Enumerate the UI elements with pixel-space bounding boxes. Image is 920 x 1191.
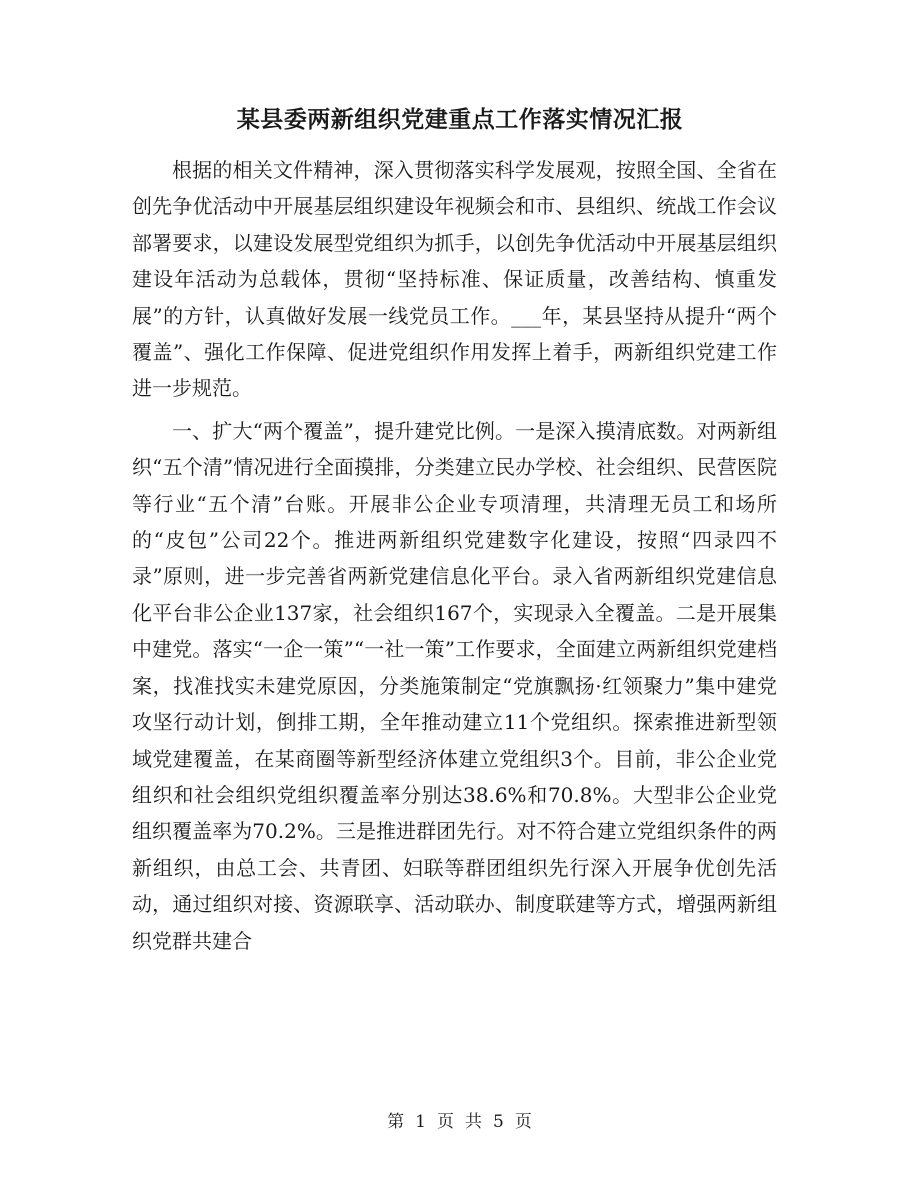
paragraph-intro: 根据的相关文件精神，深入贯彻落实科学发展观，按照全国、全省在创先争优活动中开展基层组织建设年视频会和市、县组织、统战工作会议部署要求，以建设发展型党组织为抓手，以创先争优活动中开展基层组织建设年活动为总载体，贯彻“坚持标准、保证质量，改善结构、慎重发展”的方针，认真做好发展一线党员工作。___年，某县坚持从提升“两个覆盖”、强化工作保障、促进党组织作用发挥上着手，两新组织党建工作进一步规范。 bbox=[132, 158, 777, 401]
page-prefix: 第 bbox=[387, 1112, 406, 1132]
total-prefix: 共 bbox=[465, 1112, 483, 1132]
document-title: 某县委两新组织党建重点工作落实情况汇报 bbox=[236, 106, 684, 133]
paragraph-section-one: 一、扩大“两个覆盖”，提升建党比例。一是深入摸清底数。对两新组织“五个清”情况进行全面摸排，分类建立民办学校、社会组织、民营医院等行业“五个清”台账。开展非公企业专项清理，共清理无员工和场所的“皮包”公司22个。推进两新组织党建数字化建设，按照“四录四不录”原则，进一步完善省两新党建信息化平台。录入省两新组织党建信息化平台非公企业137家，社会组织167个，实现录入全覆盖。二是开展集中建党。落实“一企一策”“一社一策”工作要求，全面建立两新组织党建档案，找准找实未建党原因，分类施策制定“党旗飘扬·红领聚力”集中建党攻坚行动计划，倒排工期，全年推动建立11个党组织。探索推进新型领域党建覆盖，在某商圈等新型经济体建立党组织3个。目前，非公企业党组织和社会组织党组织覆盖率分别达38.6%和70.8%。大型非公企业党组织覆盖率为70.2%。三是推进群团先行。对不符合建立党组织条件的两新组织，由总工会、共青团、妇联等群团组织先行深入开展争优创先活动，通过组织对接、资源联享、活动联办、制度联建等方式，增强两新组织党群共建合 bbox=[132, 418, 777, 953]
total-pages: 5 bbox=[493, 1112, 505, 1132]
total-unit: 页 bbox=[514, 1112, 533, 1132]
page-number: 1 bbox=[415, 1112, 427, 1132]
document-body bbox=[132, 152, 777, 959]
page-footer bbox=[0, 1110, 920, 1134]
page-unit: 页 bbox=[437, 1112, 455, 1132]
